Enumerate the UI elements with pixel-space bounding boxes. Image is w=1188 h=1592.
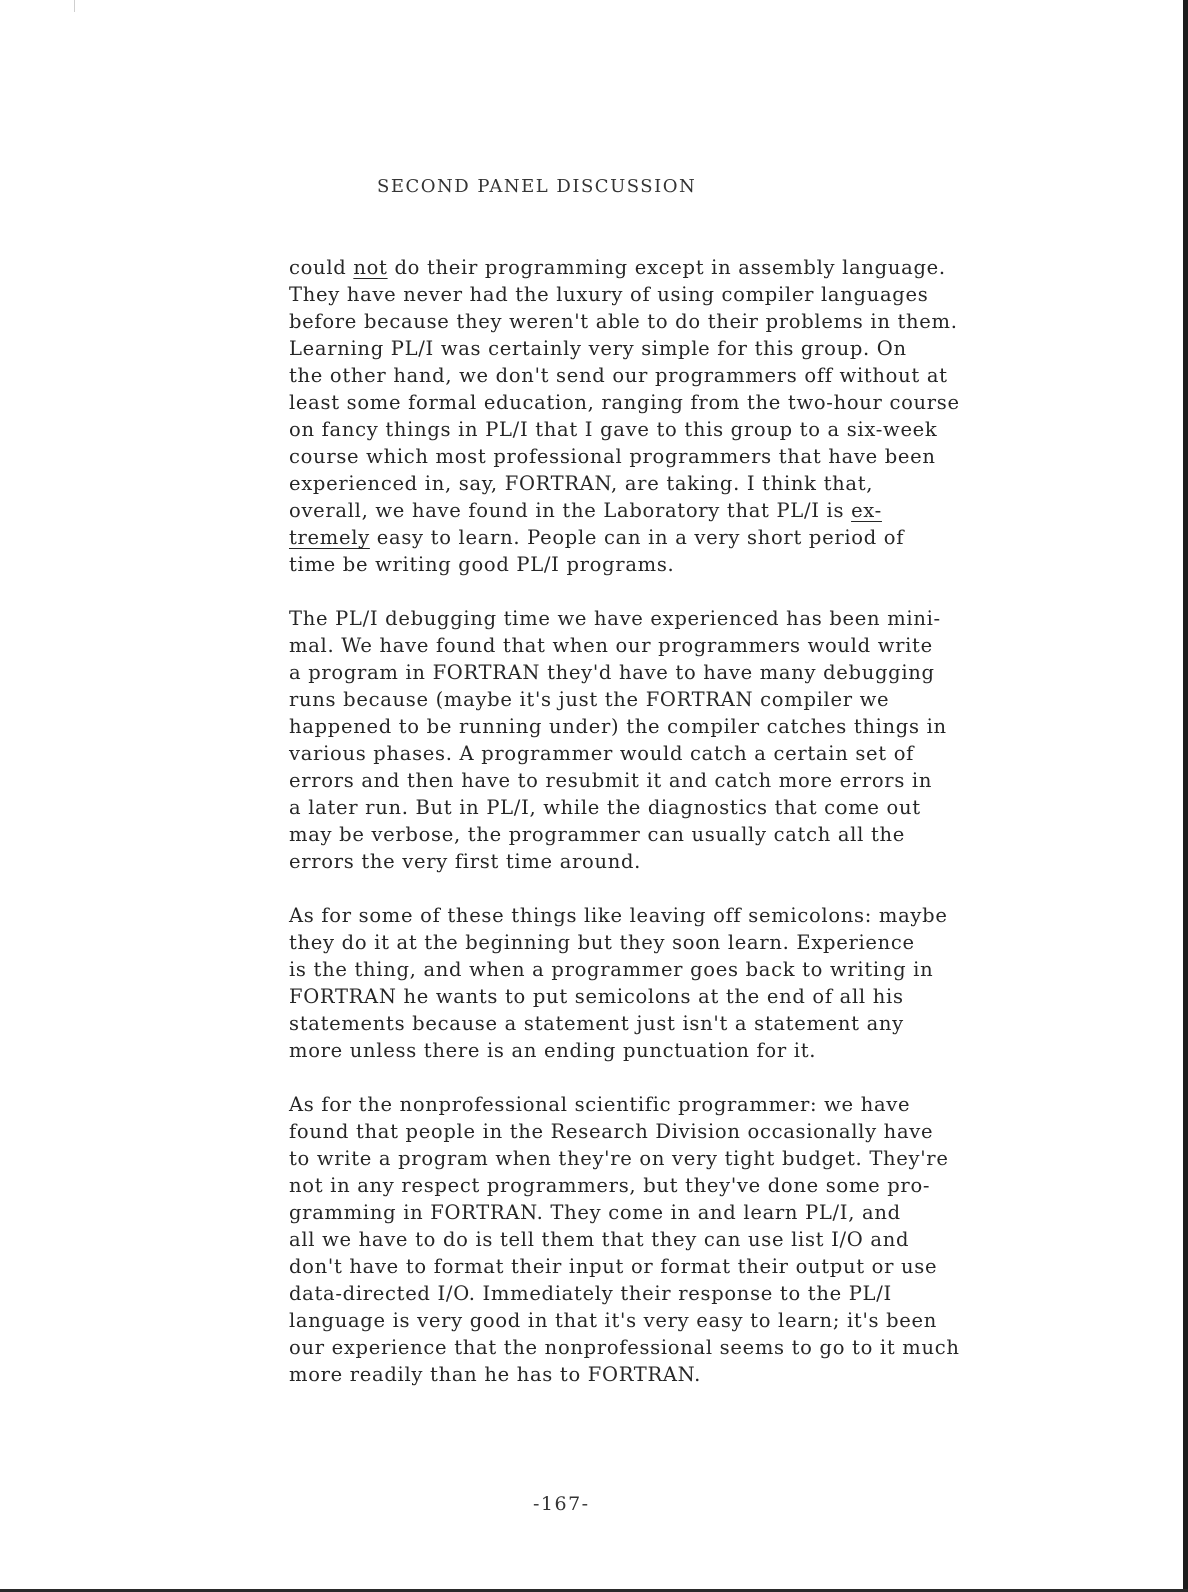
- paragraph: [289, 1091, 1079, 1388]
- underlined-text: not: [353, 256, 388, 279]
- text-line: [289, 686, 1079, 713]
- text-line: [289, 659, 1079, 686]
- text-line: [289, 929, 1079, 956]
- text-segment: least some formal education, ranging from the two-hour course: [289, 391, 960, 414]
- text-segment: on fancy things in PL/I that I gave to this group to a six-week: [289, 418, 938, 441]
- text-line: [289, 1145, 1079, 1172]
- text-segment: FORTRAN he wants to put semicolons at the end of all his: [289, 985, 904, 1008]
- text-segment: time be writing good PL/I programs.: [289, 553, 675, 576]
- text-segment: don't have to format their input or format their output or use: [289, 1255, 938, 1278]
- text-line: [289, 632, 1079, 659]
- text-line: [289, 1307, 1079, 1334]
- text-segment: found that people in the Research Division occasionally have: [289, 1120, 934, 1143]
- text-line: [289, 740, 1079, 767]
- text-line: [289, 983, 1079, 1010]
- text-segment: do their programming except in assembly language.: [387, 256, 946, 279]
- text-segment: before because they weren't able to do their problems in them.: [289, 310, 958, 333]
- text-segment: various phases. A programmer would catch a certain set of: [289, 742, 915, 765]
- paragraph: [289, 902, 1079, 1064]
- text-line: [289, 389, 1079, 416]
- text-segment: data-directed I/O. Immediately their response to the PL/I: [289, 1282, 892, 1305]
- text-segment: statements because a statement just isn't a statement any: [289, 1012, 904, 1035]
- text-segment: they do it at the beginning but they soon learn. Experience: [289, 931, 915, 954]
- underlined-text: tremely: [289, 526, 370, 549]
- text-line: [289, 335, 1079, 362]
- text-segment: may be verbose, the programmer can usually catch all the: [289, 823, 905, 846]
- text-line: [289, 551, 1079, 578]
- text-line: [289, 1118, 1079, 1145]
- text-line: [289, 497, 1079, 524]
- text-segment: errors and then have to resubmit it and catch more errors in: [289, 769, 933, 792]
- text-segment: gramming in FORTRAN. They come in and learn PL/I, and: [289, 1201, 901, 1224]
- text-line: [289, 1280, 1079, 1307]
- text-line: [289, 956, 1079, 983]
- text-segment: a program in FORTRAN they'd have to have many debugging: [289, 661, 935, 684]
- text-segment: They have never had the luxury of using compiler languages: [289, 283, 929, 306]
- text-segment: a later run. But in PL/I, while the diagnostics that come out: [289, 796, 921, 819]
- text-line: [289, 254, 1079, 281]
- text-segment: runs because (maybe it's just the FORTRAN compiler we: [289, 688, 890, 711]
- page-header: SECOND PANEL DISCUSSION: [377, 176, 697, 197]
- text-segment: could: [289, 256, 354, 279]
- text-segment: overall, we have found in the Laboratory that PL/I is: [289, 499, 852, 522]
- text-line: [289, 767, 1079, 794]
- paragraph: [289, 605, 1079, 875]
- text-line: [289, 362, 1079, 389]
- text-line: [289, 1010, 1079, 1037]
- text-segment: more unless there is an ending punctuation for it.: [289, 1039, 817, 1062]
- paragraph: [289, 254, 1079, 578]
- text-segment: Learning PL/I was certainly very simple for this group. On: [289, 337, 907, 360]
- text-line: [289, 470, 1079, 497]
- text-line: [289, 1091, 1079, 1118]
- text-segment: language is very good in that it's very easy to learn; it's been: [289, 1309, 938, 1332]
- text-line: [289, 794, 1079, 821]
- text-segment: all we have to do is tell them that they can use list I/O and: [289, 1228, 910, 1251]
- text-line: [289, 1361, 1079, 1388]
- text-segment: is the thing, and when a programmer goes back to writing in: [289, 958, 934, 981]
- text-line: [289, 1226, 1079, 1253]
- text-line: [289, 1172, 1079, 1199]
- text-line: [289, 902, 1079, 929]
- body-text: [289, 254, 1079, 1415]
- text-segment: As for the nonprofessional scientific programmer: we have: [289, 1093, 911, 1116]
- text-line: [289, 1334, 1079, 1361]
- text-segment: The PL/I debugging time we have experienced has been mini-: [289, 607, 941, 630]
- text-segment: errors the very first time around.: [289, 850, 642, 873]
- text-segment: easy to learn. People can in a very short period of: [369, 526, 905, 549]
- text-line: [289, 605, 1079, 632]
- text-segment: happened to be running under) the compiler catches things in: [289, 715, 947, 738]
- text-line: [289, 281, 1079, 308]
- text-segment: the other hand, we don't send our programmers off without at: [289, 364, 948, 387]
- underlined-text: ex-: [851, 499, 882, 522]
- scan-mark: [74, 0, 75, 12]
- scan-edge-right: [1183, 0, 1188, 1592]
- text-line: [289, 848, 1079, 875]
- text-line: [289, 713, 1079, 740]
- text-line: [289, 821, 1079, 848]
- text-segment: not in any respect programmers, but they've done some pro-: [289, 1174, 931, 1197]
- text-line: [289, 1037, 1079, 1064]
- text-line: [289, 416, 1079, 443]
- page-number: -167-: [533, 1493, 590, 1515]
- text-segment: As for some of these things like leaving off semicolons: maybe: [289, 904, 948, 927]
- text-segment: mal. We have found that when our programmers would write: [289, 634, 933, 657]
- text-segment: our experience that the nonprofessional seems to go to it much: [289, 1336, 960, 1359]
- text-segment: more readily than he has to FORTRAN.: [289, 1363, 702, 1386]
- text-segment: experienced in, say, FORTRAN, are taking. I think that,: [289, 472, 874, 495]
- text-line: [289, 1199, 1079, 1226]
- text-segment: to write a program when they're on very tight budget. They're: [289, 1147, 949, 1170]
- text-line: [289, 308, 1079, 335]
- text-segment: course which most professional programmers that have been: [289, 445, 936, 468]
- text-line: [289, 524, 1079, 551]
- text-line: [289, 443, 1079, 470]
- text-line: [289, 1253, 1079, 1280]
